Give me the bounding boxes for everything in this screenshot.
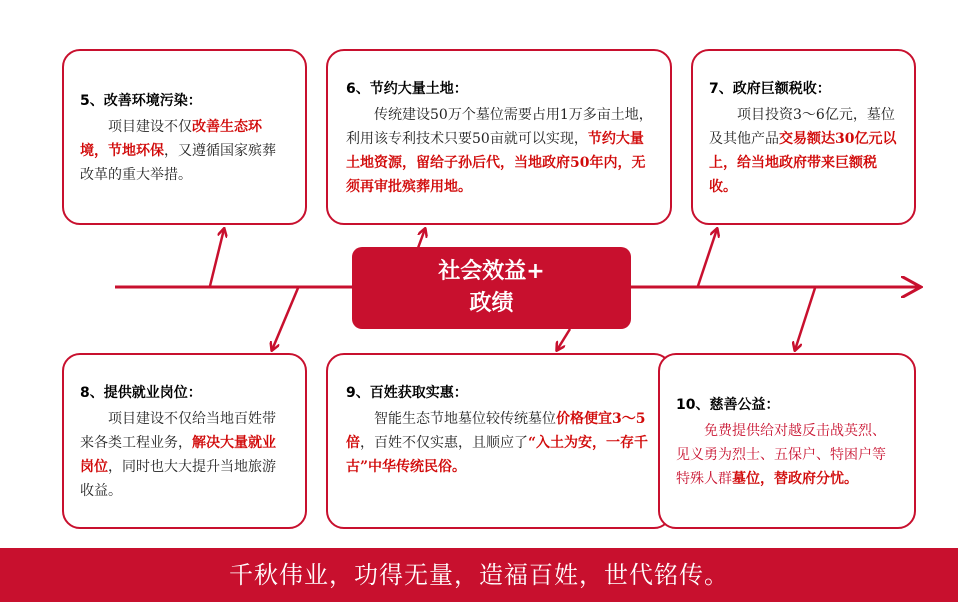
box-highlight: 解决大量就业岗位	[80, 435, 276, 475]
box-title: 9、百姓获取实惠：	[346, 385, 468, 401]
branch-arrow-10	[795, 288, 815, 350]
box-body	[80, 115, 289, 187]
box-tax-revenue	[691, 49, 916, 225]
box-text: ，百姓不仅实惠，且顺应了	[360, 435, 528, 451]
box-improve-environment	[62, 49, 307, 225]
box-text: 项目投资3～6亿元，墓位及其他产品	[709, 107, 895, 147]
box-highlight: 价格便宜3～5倍	[346, 411, 646, 451]
box-title: 6、节约大量土地：	[346, 81, 468, 97]
box-body	[676, 419, 898, 491]
box-save-land	[326, 49, 672, 225]
box-employment	[62, 353, 307, 529]
box-text: 项目建设不仅	[108, 119, 192, 135]
center-theme-box	[352, 247, 631, 329]
box-body	[346, 407, 654, 479]
branch-arrow-6	[418, 229, 425, 248]
box-title: 7、政府巨额税收：	[709, 81, 831, 97]
box-highlight: 改善生态环境，节地环保	[80, 119, 262, 159]
branch-arrow-7	[698, 229, 717, 286]
box-charity	[658, 353, 916, 529]
box-highlight: 墓位，替政府分忧。	[732, 471, 858, 487]
box-body	[80, 407, 289, 503]
branch-arrow-5	[210, 229, 224, 286]
box-title: 5、改善环境污染：	[80, 93, 202, 109]
box-title: 10、慈善公益：	[676, 397, 780, 413]
box-text: ，同时也大大提升当地旅游收益。	[80, 459, 276, 499]
box-text: 免费提供给对越反击战英烈、见义勇为烈士、五保户、特困户等特殊人群	[676, 423, 886, 487]
footer-text: 千秋伟业，功得无量，造福百姓，世代铭传。	[229, 561, 729, 589]
box-body	[346, 103, 654, 199]
box-highlight: “入土为安，一存千古”中华传统民俗。	[346, 435, 649, 475]
box-public-benefit	[326, 353, 672, 529]
center-line-1: 社会效益+	[438, 259, 545, 284]
box-text: 项目建设不仅给当地百姓带来各类工程业务，	[80, 411, 276, 451]
branch-arrow-8	[272, 288, 298, 350]
box-text: ，又遵循国家殡葬改革的重大举措。	[80, 143, 276, 183]
box-title: 8、提供就业岗位：	[80, 385, 202, 401]
footer-banner	[0, 548, 958, 602]
branch-arrow-9	[557, 329, 570, 350]
box-text: 传统建设50万个墓位需要占用1万多亩土地，利用该专利技术只要50亩就可以实现，	[346, 107, 653, 147]
box-text: 智能生态节地墓位较传统墓位	[374, 411, 556, 427]
center-line-2: 政绩	[469, 291, 514, 316]
box-highlight: 节约大量土地资源，留给子孙后代，当地政府50年内，无须再审批殡葬用地。	[346, 131, 646, 195]
box-highlight: 交易额达30亿元以上，给当地政府带来巨额税收。	[709, 131, 897, 195]
box-body	[709, 103, 898, 199]
